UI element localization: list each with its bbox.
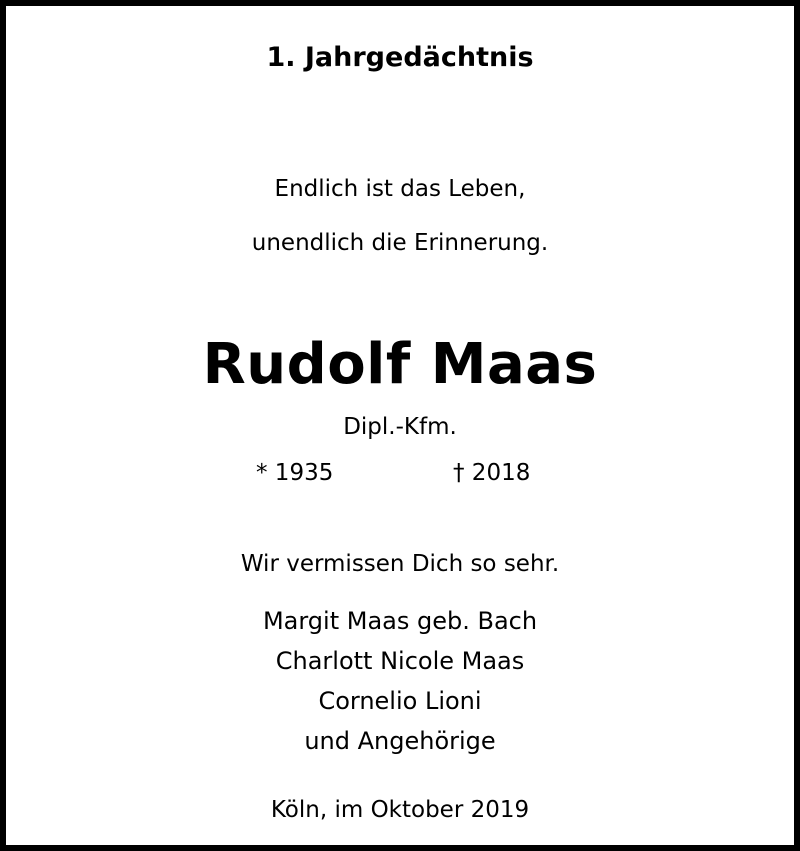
deceased-title: Dipl.-Kfm. xyxy=(343,414,457,440)
place-and-date: Köln, im Oktober 2019 xyxy=(270,797,530,823)
quote-line-1: Endlich ist das Leben, xyxy=(274,176,526,202)
signer-name: und Angehörige xyxy=(304,727,496,755)
quote-line-2: unendlich die Erinnerung. xyxy=(251,230,549,256)
signer-name: Cornelio Lioni xyxy=(318,687,482,715)
deceased-name: Rudolf Maas xyxy=(202,332,598,397)
mourning-message: Wir vermissen Dich so sehr. xyxy=(240,551,560,577)
notice-heading: 1. Jahrgedächtnis xyxy=(266,42,534,73)
death-year: † 2018 xyxy=(453,460,531,486)
signer-name: Charlott Nicole Maas xyxy=(275,647,525,675)
signer-name: Margit Maas geb. Bach xyxy=(262,607,538,635)
birth-year: * 1935 xyxy=(256,460,334,486)
